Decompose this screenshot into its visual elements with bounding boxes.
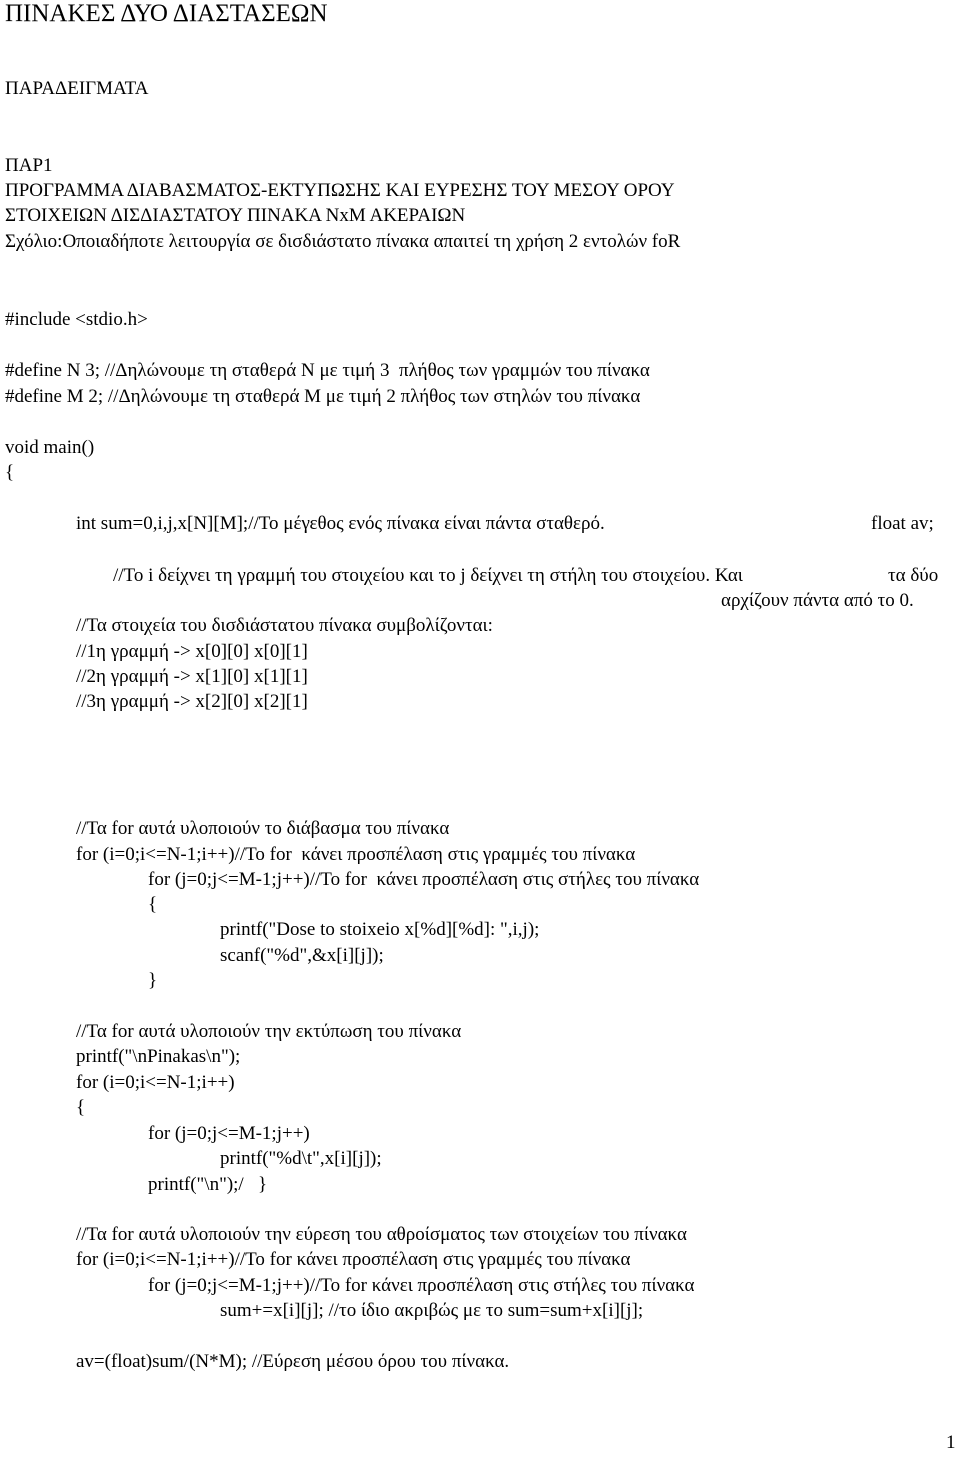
code-line: int sum=0,i,j,x[N][M];//Το μέγεθος ενός πίνακα είναι πάντα σταθερό.: [76, 513, 605, 534]
code-line: void main(): [5, 437, 95, 458]
note-line: Σχόλιο:Οποιαδήποτε λειτουργία σε δισδιάστατο πίνακα απαιτεί τη χρήση 2 εντολών foR: [5, 231, 681, 252]
code-comment: αρχίζουν πάντα από το 0.: [721, 590, 914, 611]
code-line: for (i=0;i<=N-1;i++): [76, 1072, 235, 1093]
code-line: #define M 2; //Δηλώνουμε τη σταθερά Μ με τιμή 2 πλήθος των στηλών του πίνακα: [5, 386, 641, 407]
code-line: {: [148, 894, 158, 915]
code-comment: //Το i δείχνει τη γραμμή του στοιχείου και το j δείχνει τη στήλη του στοιχείου. Και: [113, 565, 743, 586]
code-comment: τα δύο: [888, 565, 939, 586]
section-heading: ΠΑΡΑΔΕΙΓΜΑΤΑ: [5, 78, 149, 99]
code-line: printf("%d\t",x[i][j]);: [220, 1148, 382, 1169]
code-line: for (j=0;j<=M-1;j++): [148, 1123, 310, 1144]
code-comment: //1η γραμμή -> x[0][0] x[0][1]: [76, 641, 308, 662]
code-line: scanf("%d",&x[i][j]);: [220, 945, 384, 966]
code-line: for (i=0;i<=N-1;i++)//Το for κάνει προσπέλαση στις γραμμές του πίνακα: [76, 1249, 631, 1270]
code-line: sum+=x[i][j]; //το ίδιο ακριβώς με το sum=sum+x[i][j];: [220, 1300, 644, 1321]
code-comment: //Τα στοιχεία του δισδιάστατου πίνακα συμβολίζονται:: [76, 615, 493, 636]
code-line: printf("\nPinakas\n");: [76, 1046, 241, 1067]
code-line: #define N 3; //Δηλώνουμε τη σταθερά Ν με τιμή 3 πλήθος των γραμμών του πίνακα: [5, 360, 650, 381]
code-line: for (i=0;i<=N-1;i++)//Το for κάνει προσπέλαση στις γραμμές του πίνακα: [76, 844, 636, 865]
code-line: for (j=0;j<=M-1;j++)//Το for κάνει προσπέλαση στις στήλες του πίνακα: [148, 1275, 695, 1296]
code-comment: //Τα for αυτά υλοποιούν το διάβασμα του πίνακα: [76, 818, 450, 839]
example-label: ΠΑΡ1: [5, 155, 53, 176]
code-comment: //Τα for αυτά υλοποιούν την εύρεση του αθροίσματος των στοιχείων του πίνακα: [76, 1224, 687, 1245]
code-line: {: [5, 462, 15, 483]
code-line: for (j=0;j<=M-1;j++)//Το for κάνει προσπέλαση στις στήλες του πίνακα: [148, 869, 700, 890]
code-line: }: [148, 970, 158, 991]
program-description: ΣΤΟΙΧΕΙΩΝ ΔΙΣΔΙΑΣΤΑΤΟΥ ΠΙΝΑΚΑ ΝxΜ ΑΚΕΡΑΙΩΝ: [5, 205, 466, 226]
code-line: {: [76, 1097, 86, 1118]
code-line: av=(float)sum/(N*M); //Εύρεση μέσου όρου του πίνακα.: [76, 1351, 510, 1372]
page-title: ΠΙΝΑΚΕΣ ΔΥΟ ΔΙΑΣΤΑΣΕΩΝ: [5, 0, 328, 27]
code-line: float av;: [871, 513, 934, 534]
code-line: printf("Dose to stoixeio x[%d][%d]: ",i,j);: [220, 919, 540, 940]
code-line: printf("\n");/ }: [148, 1174, 268, 1195]
program-description: ΠΡΟΓΡΑΜΜΑ ΔΙΑΒΑΣΜΑΤΟΣ-ΕΚΤΥΠΩΣΗΣ ΚΑΙ ΕΥΡΕΣΗΣ ΤΟΥ ΜΕΣΟΥ ΟΡΟΥ: [5, 180, 675, 201]
code-comment: //Τα for αυτά υλοποιούν την εκτύπωση του πίνακα: [76, 1021, 462, 1042]
code-line: #include <stdio.h>: [5, 309, 148, 330]
page-number: 1: [946, 1432, 956, 1453]
code-comment: //2η γραμμή -> x[1][0] x[1][1]: [76, 666, 308, 687]
code-comment: //3η γραμμή -> x[2][0] x[2][1]: [76, 691, 308, 712]
